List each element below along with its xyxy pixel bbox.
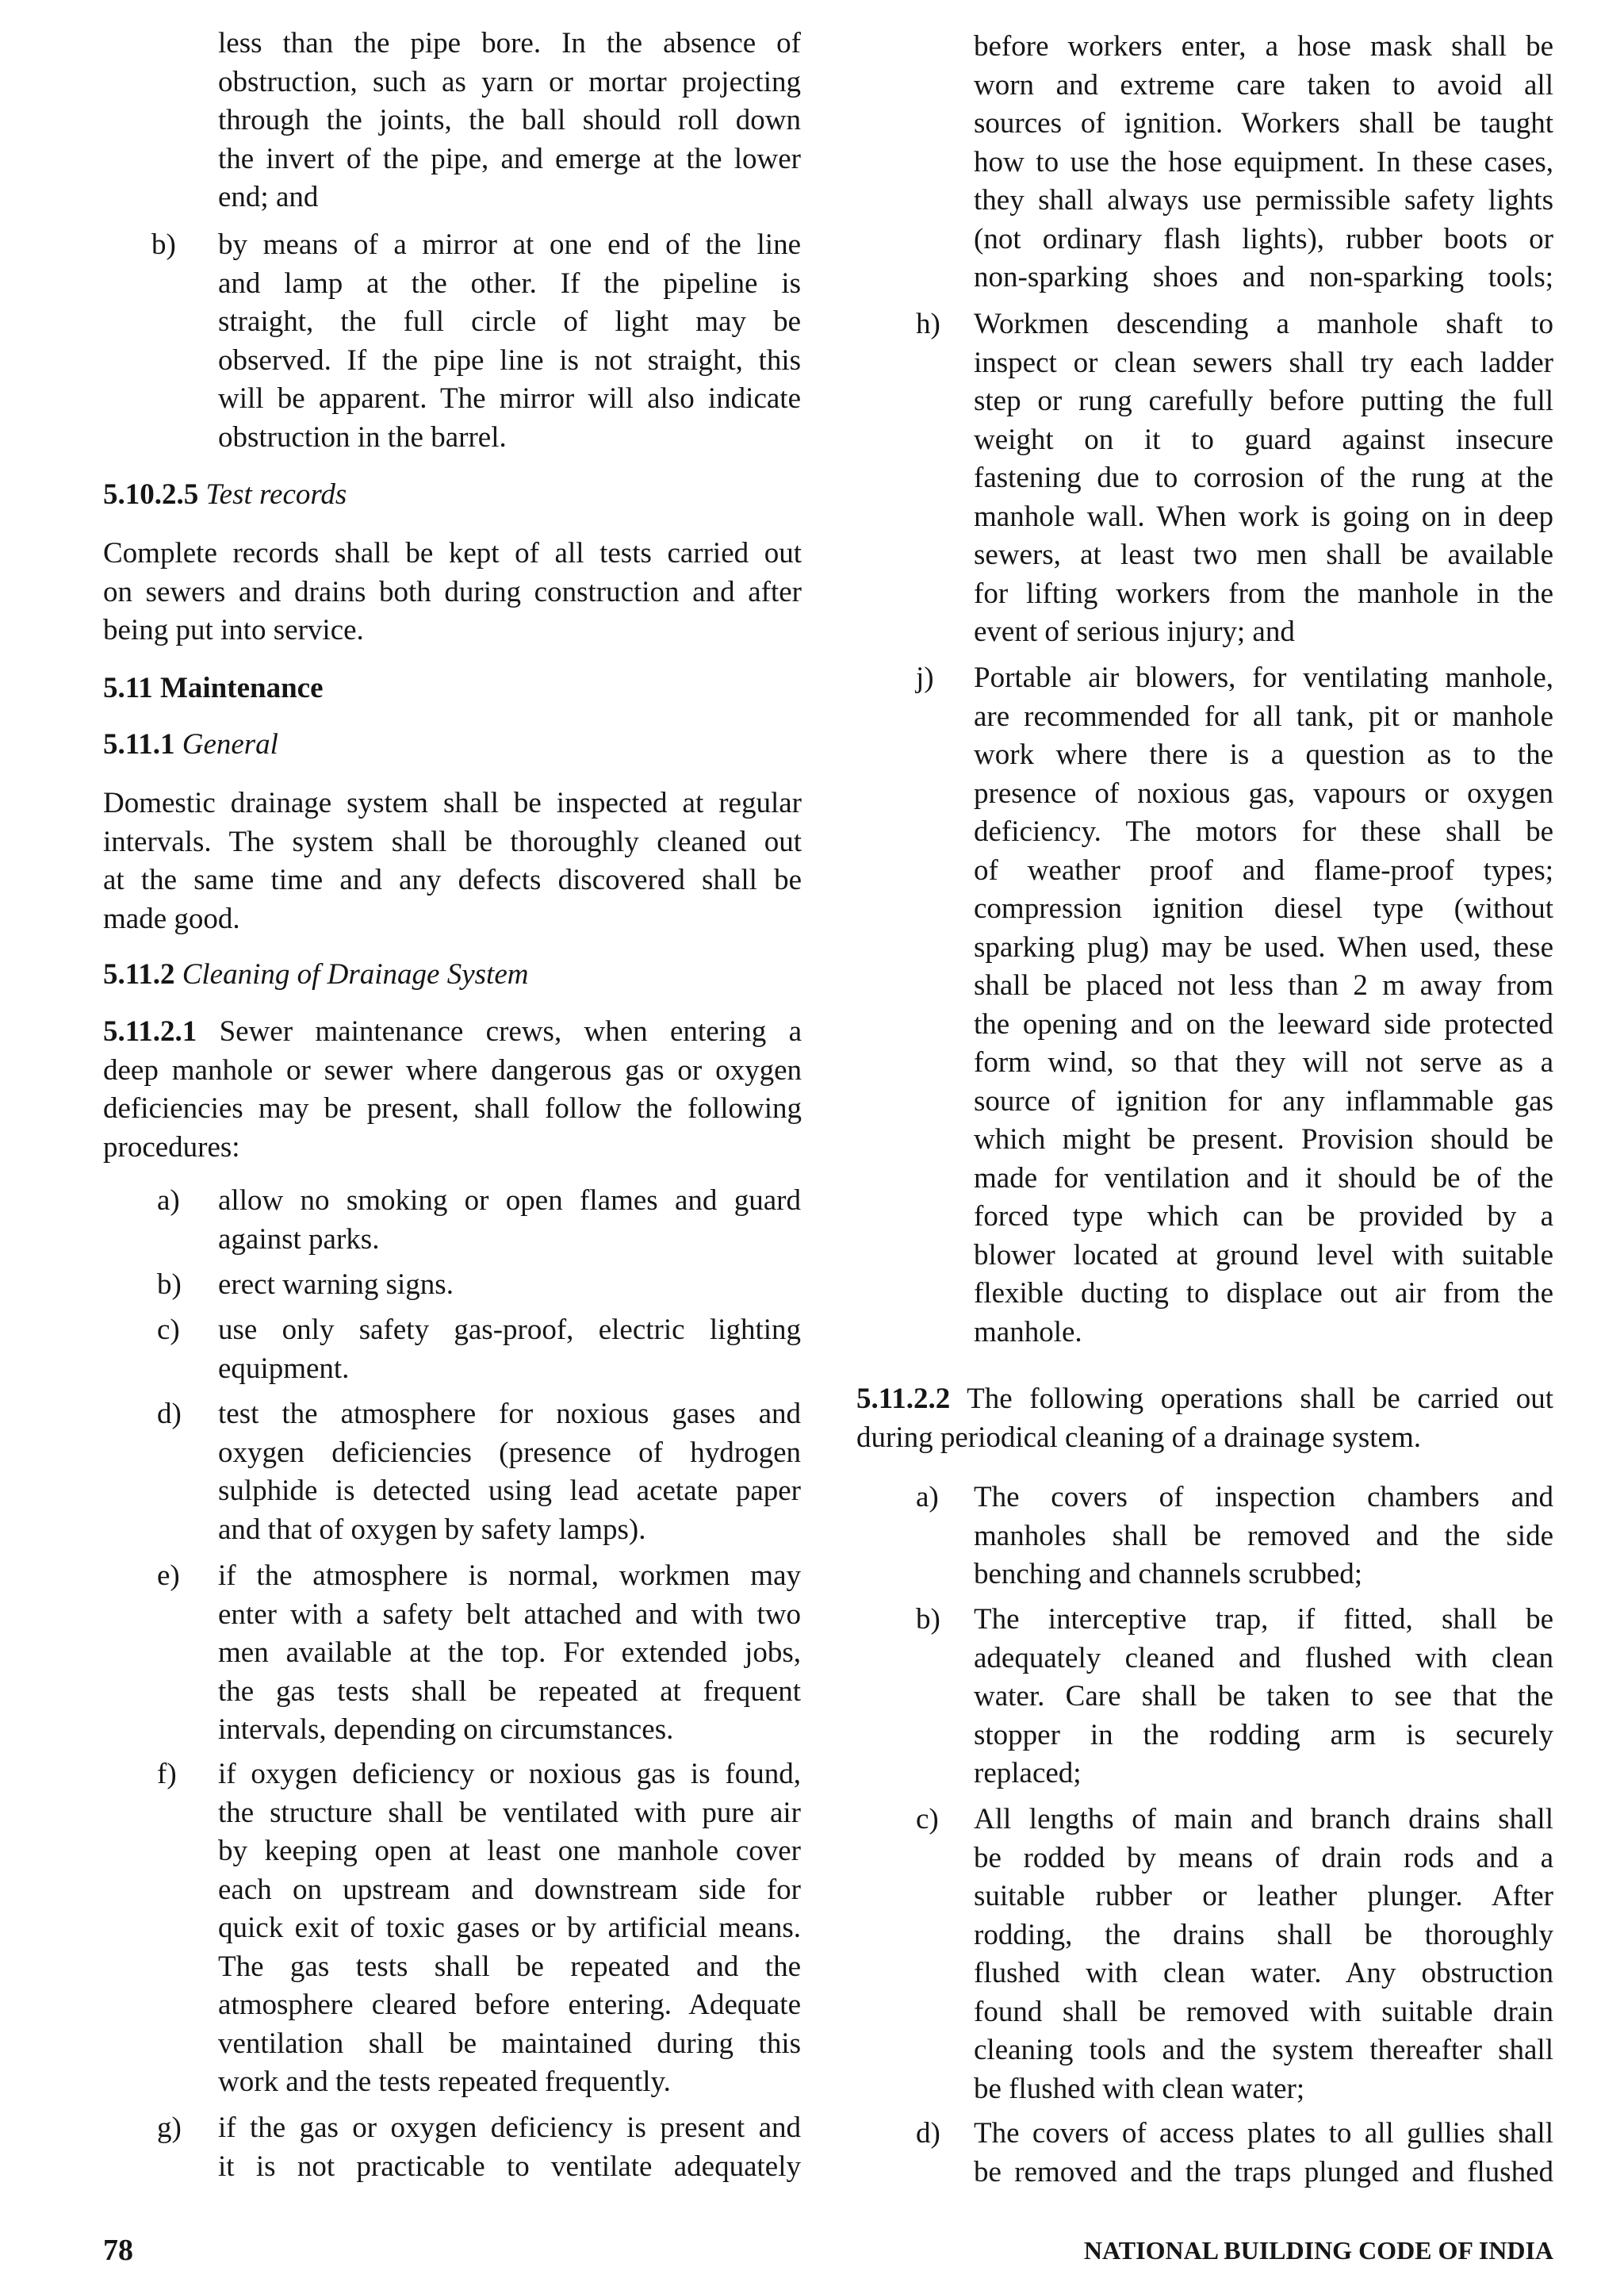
clause-heading-5-11-2	[103, 956, 528, 995]
text-line: men available at the top. For extended jobs,	[218, 1636, 801, 1669]
text-line: be flushed with clean water;	[974, 2072, 1305, 2105]
test-records-paragraph	[103, 535, 802, 650]
text-line: the structure shall be ventilated with pure air	[218, 1796, 801, 1829]
item-label: b)	[157, 1268, 182, 1301]
text-line: end; and	[218, 181, 319, 213]
text-line: work and the tests repeated frequently.	[218, 2065, 671, 2098]
clause-number: 5.11.2.1	[103, 1015, 197, 1048]
text-line: Portable air blowers, for ventilating manhole,	[974, 662, 1553, 694]
clause-text: Sewer maintenance crews, when entering a	[219, 1015, 802, 1048]
text-line: erect warning signs.	[218, 1268, 454, 1301]
text-line: of weather proof and flame-proof types;	[974, 853, 1553, 887]
text-line: they shall always use permissible safety lights	[974, 184, 1553, 217]
text-line: replaced;	[974, 1757, 1082, 1789]
text-line: straight, the full circle of light may be	[218, 305, 801, 338]
text-line: made good.	[103, 902, 240, 935]
text-line: obstruction, such as yarn or mortar projecting	[218, 65, 801, 98]
text-line: the invert of the pipe, and emerge at the lower	[218, 142, 801, 175]
procedure-item-c	[157, 1311, 801, 1388]
text-line: Domestic drainage system shall be inspected at regular	[103, 787, 802, 819]
text-line: deficiency. The motors for these shall be	[974, 815, 1553, 848]
page-number: 78	[103, 2234, 133, 2267]
text-line: atmosphere cleared before entering. Adequate	[218, 1989, 801, 2021]
text-line: cleaning tools and the system thereafter shall	[974, 2034, 1553, 2066]
text-line: equipment.	[218, 1352, 350, 1385]
text-line: inspect or clean sewers shall try each ladder	[974, 346, 1553, 379]
text-line	[103, 1013, 802, 1052]
text-line: intervals, depending on circumstances.	[218, 1713, 674, 1746]
text-line: and lamp at the other. If the pipeline is	[218, 267, 801, 300]
text-line: deep manhole or sewer where dangerous gas or oxygen	[103, 1053, 802, 1087]
text-line: The interceptive trap, if fitted, shall be	[974, 1603, 1553, 1636]
clause-5-11-2-2-paragraph	[856, 1380, 1553, 1457]
operation-item-a	[916, 1479, 1553, 1594]
text-line: obstruction in the barrel.	[218, 420, 507, 454]
clause-number: 5.11.2.2	[856, 1383, 951, 1415]
text-line: by means of a mirror at one end of the line	[218, 228, 801, 261]
text-line: sewers, at least two men shall be available	[974, 539, 1553, 571]
procedure-item-f	[157, 1755, 801, 2102]
text-line: Workmen descending a manhole shaft to	[974, 308, 1553, 340]
operation-item-d	[916, 2115, 1553, 2192]
text-line: form wind, so that they will not serve as a	[974, 1046, 1553, 1079]
item-label: b)	[916, 1603, 940, 1636]
publication-title: NATIONAL BUILDING CODE OF INDIA	[1083, 2236, 1553, 2265]
text-line: The covers of access plates to all gullies shall	[974, 2117, 1553, 2150]
text-line: if the gas or oxygen deficiency is present and	[218, 2111, 801, 2144]
text-line: fastening due to corrosion of the rung at the	[974, 462, 1553, 494]
clause-number: 5.11.1	[103, 728, 175, 761]
procedure-item-h	[916, 305, 1553, 652]
clause-heading-5-10-2-5	[103, 476, 347, 515]
text-line: at the same time and any defects discovered shall be	[103, 864, 802, 896]
text-line: oxygen deficiencies (presence of hydrogen	[218, 1436, 801, 1469]
item-a-continued	[218, 25, 801, 217]
text-line: observed. If the pipe line is not straight, this	[218, 343, 801, 377]
text-line: worn and extreme care taken to avoid all	[974, 68, 1553, 102]
text-line: less than the pipe bore. In the absence of	[218, 27, 801, 59]
text-line: enter with a safety belt attached and with two	[218, 1598, 801, 1631]
text-line: suitable rubber or leather plunger. After	[974, 1880, 1553, 1912]
text-line: The covers of inspection chambers and	[974, 1481, 1553, 1513]
text-line: source of ignition for any inflammable gas	[974, 1084, 1553, 1118]
text-line: water. Care shall be taken to see that the	[974, 1680, 1553, 1713]
text-line: allow no smoking or open flames and guard	[218, 1184, 801, 1217]
clause-number: 5.11.2	[103, 958, 175, 991]
clause-title: Test records	[205, 478, 347, 511]
item-label: g)	[157, 2111, 182, 2144]
text-line: work where there is a question as to the	[974, 738, 1553, 771]
text-line: it is not practicable to ventilate adequately	[218, 2150, 801, 2183]
text-line: test the atmosphere for noxious gases and	[218, 1398, 801, 1430]
text-line: step or rung carefully before putting the full	[974, 385, 1553, 417]
item-b-mirror-method	[151, 226, 801, 457]
item-label: b)	[151, 228, 176, 261]
text-line: flushed with clean water. Any obstruction	[974, 1957, 1553, 1989]
text-line: The gas tests shall be repeated and the	[218, 1950, 801, 1983]
text-line: stopper in the rodding arm is securely	[974, 1718, 1553, 1751]
clause-title: General	[182, 728, 278, 761]
text-line: sulphide is detected using lead acetate paper	[218, 1475, 801, 1507]
text-line: non-sparking shoes and non-sparking tools;	[974, 261, 1553, 293]
text-line: which might be present. Provision should be	[974, 1123, 1553, 1156]
text-line: use only safety gas-proof, electric lighting	[218, 1314, 801, 1346]
item-label: c)	[916, 1803, 939, 1835]
procedure-item-d	[157, 1395, 801, 1549]
text-line: Complete records shall be kept of all tests carried out	[103, 537, 802, 570]
text-line: will be apparent. The mirror will also indicate	[218, 382, 801, 415]
item-label: f)	[157, 1758, 177, 1790]
text-line: each on upstream and downstream side for	[218, 1873, 801, 1906]
text-line: adequately cleaned and flushed with clean	[974, 1641, 1553, 1674]
text-line: the gas tests shall be repeated at frequent	[218, 1674, 801, 1708]
clause-title: Maintenance	[159, 672, 324, 704]
text-line: intervals. The system shall be thoroughly cleaned out	[103, 825, 802, 858]
text-line: flexible ducting to displace out air from the	[974, 1277, 1553, 1310]
text-line: benching and channels scrubbed;	[974, 1558, 1363, 1590]
item-label: j)	[916, 662, 934, 694]
text-line: found shall be removed with suitable drain	[974, 1995, 1553, 2028]
text-line: presence of noxious gas, vapours or oxygen	[974, 777, 1553, 810]
text-line: sparking plug) may be used. When used, these	[974, 930, 1553, 964]
operation-item-b	[916, 1601, 1553, 1793]
text-line: on sewers and drains both during construction and after	[103, 575, 802, 608]
item-label: d)	[916, 2117, 940, 2150]
text-line: ventilation shall be maintained during this	[218, 2027, 801, 2060]
text-line: be removed and the traps plunged and flushed	[974, 2155, 1553, 2188]
operation-item-c	[916, 1801, 1553, 2108]
text-line: how to use the hose equipment. In these cases,	[974, 145, 1553, 178]
clause-heading-5-11-1	[103, 726, 278, 765]
item-label: a)	[157, 1184, 180, 1217]
text-line: manhole.	[974, 1315, 1082, 1348]
text-line: and that of oxygen by safety lamps).	[218, 1513, 646, 1546]
procedure-item-g	[157, 2109, 801, 2186]
item-g-continued	[974, 28, 1553, 297]
item-label: e)	[157, 1559, 180, 1592]
clause-heading-5-11	[103, 669, 324, 708]
text-line: (not ordinary flash lights), rubber boots or	[974, 222, 1553, 255]
text-line: be rodded by means of drain rods and a	[974, 1841, 1553, 1874]
text-line: by keeping open at least one manhole cover	[218, 1835, 801, 1867]
clause-number: 5.10.2.5	[103, 478, 199, 511]
clause-title: Cleaning of Drainage System	[182, 958, 529, 991]
text-line: procedures:	[103, 1130, 240, 1164]
text-line: quick exit of toxic gases or by artificial means.	[218, 1912, 801, 1944]
text-line: sources of ignition. Workers shall be taught	[974, 107, 1553, 140]
text-line: shall be placed not less than 2 m away from	[974, 969, 1553, 1002]
text-line: during periodical cleaning of a drainage system.	[856, 1421, 1421, 1454]
text-line: if oxygen deficiency or noxious gas is found,	[218, 1758, 801, 1790]
item-label: d)	[157, 1398, 182, 1430]
item-label: c)	[157, 1314, 180, 1346]
item-label: a)	[916, 1481, 939, 1513]
text-line: manhole wall. When work is going on in deep	[974, 500, 1553, 533]
general-paragraph	[103, 784, 802, 938]
clause-text: The following operations shall be carried out	[967, 1383, 1553, 1415]
text-line: are recommended for all tank, pit or manhole	[974, 700, 1553, 733]
text-line: manholes shall be removed and the side	[974, 1519, 1553, 1552]
procedure-item-a	[157, 1182, 801, 1259]
text-line: deficiencies may be present, shall follow the following	[103, 1092, 802, 1125]
procedure-item-e	[157, 1557, 801, 1750]
text-line: made for ventilation and it should be of the	[974, 1161, 1553, 1195]
text-line	[856, 1380, 1553, 1419]
text-line: blower located at ground level with suitable	[974, 1238, 1553, 1271]
item-label: h)	[916, 308, 940, 340]
procedure-item-j	[916, 659, 1553, 1352]
procedure-item-b	[157, 1266, 801, 1305]
clause-5-11-2-1-paragraph	[103, 1013, 802, 1167]
text-line: event of serious injury; and	[974, 616, 1295, 648]
text-line: before workers enter, a hose mask shall be	[974, 30, 1553, 63]
clause-number: 5.11	[103, 672, 153, 704]
text-line: for lifting workers from the manhole in the	[974, 577, 1553, 610]
text-line: if the atmosphere is normal, workmen may	[218, 1559, 801, 1592]
text-line: weight on it to guard against insecure	[974, 423, 1553, 456]
text-line: compression ignition diesel type (without	[974, 892, 1553, 925]
text-line: being put into service.	[103, 614, 364, 646]
text-line: the opening and on the leeward side protected	[974, 1007, 1553, 1041]
text-line: forced type which can be provided by a	[974, 1200, 1553, 1233]
text-line: rodding, the drains shall be thoroughly	[974, 1918, 1553, 1951]
text-line: against parks.	[218, 1222, 380, 1256]
text-line: All lengths of main and branch drains shall	[974, 1803, 1553, 1835]
text-line: through the joints, the ball should roll down	[218, 104, 801, 136]
